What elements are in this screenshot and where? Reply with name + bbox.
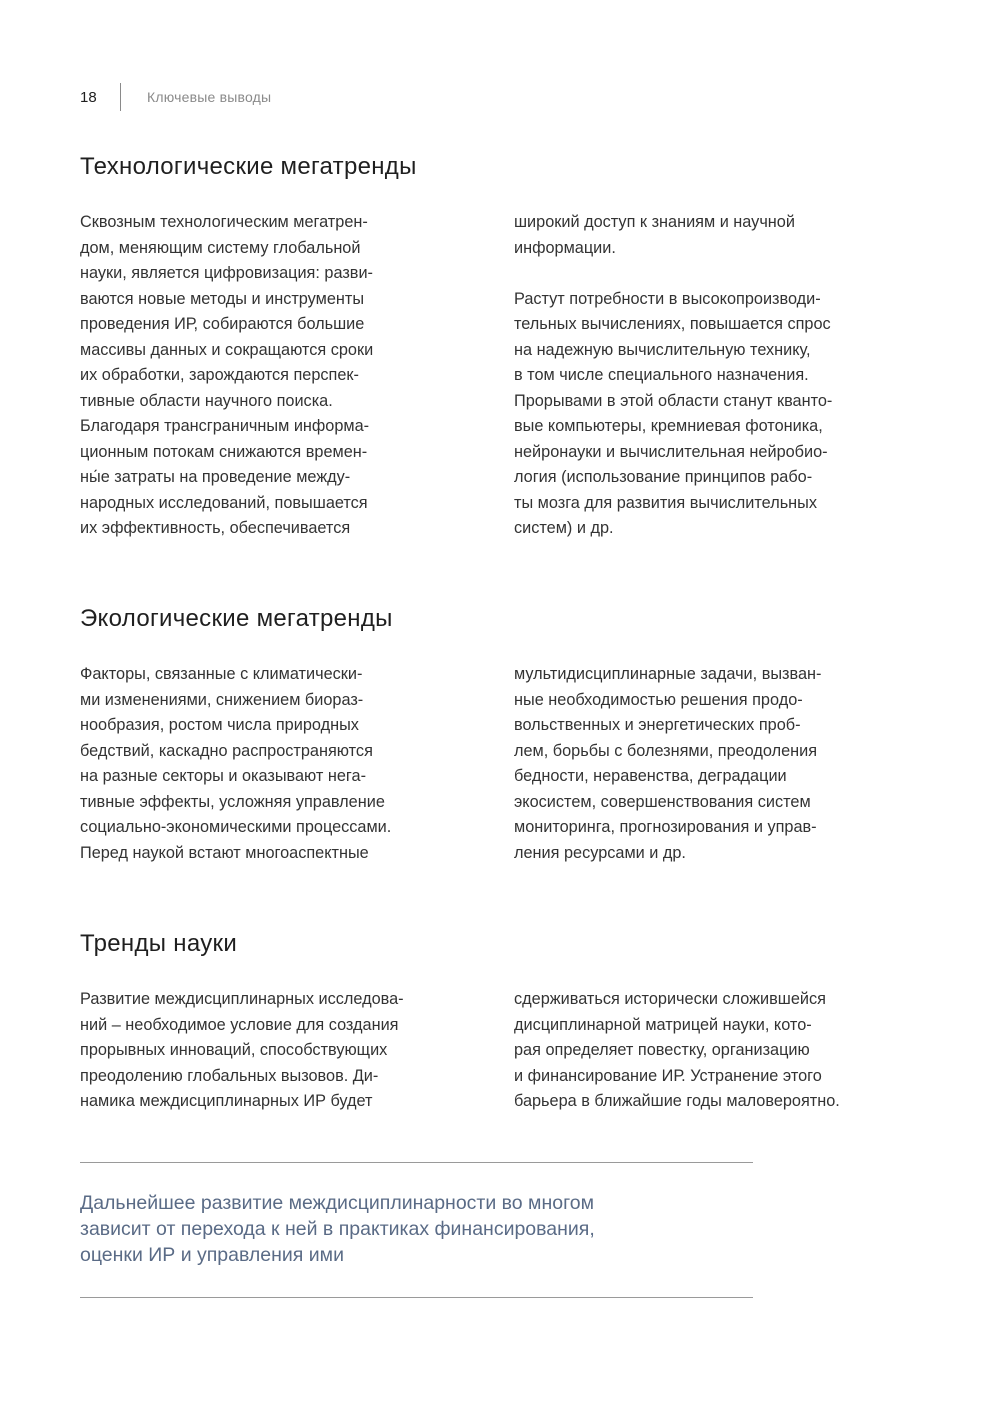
section-science-right-text: сдерживаться исторически сложившейся дисциплинарной матрицей науки, кото- рая определяет повестку, организацию и финансирование ИР. Устранение этого барьера в ближайшие годы маловероятно. [514,990,840,1110]
section-title-science: Тренды науки [80,930,238,957]
pull-quote: Дальнейшее развитие междисциплинарности во многом зависит от перехода к ней в практиках финансирования, оценки ИР и управления ими [80,1192,595,1266]
section-eco-right-text: мультидисциплинарные задачи, вызван- ные необходимостью решения продо- вольственных и энергетических проб- лем, борьбы с болезнями, преодоления бедности, неравенства, деградации экосистем, совершенствования систем мониторинга, прогнозирования и управ- ления ресурсами и др. [514,665,822,862]
section-title-tech: Технологические мегатренды [80,153,417,180]
page-number: 18 [80,88,97,106]
quote-top-rule [80,1162,753,1163]
header-section-title: Ключевые выводы [147,89,272,105]
section-tech-left-text: Сквозным технологическим мегатрен- дом, меняющим систему глобальной науки, является цифровизация: разви- ваются новые методы и инструменты проведения ИР, собираются большие массивы данных и сокращаются сроки их обработки, зарождаются перспек- тивные области научного поиска. Благодаря трансграничным информа- ционным потокам снижаются времен- ны́е затраты на проведение между- народных исследований, повышается их эффективность, обеспечивается [80,213,374,537]
page-header [80,82,271,112]
section-tech-right-text: широкий доступ к знаниям и научной информации. Растут потребности в высокопроизводи- тельных вычислениях, повышается спрос на надежную вычислительную технику, в том числе специального назначения. Прорывами в этой области станут кванто- вые компьютеры, кремниевая фотоника, нейронауки и вычислительная нейробио- логия (использование принципов рабо- ты мозга для развития вычислительных систем) и др. [514,213,833,537]
header-divider [120,83,121,111]
section-eco-left-text: Факторы, связанные с климатически- ми изменениями, снижением биораз- нообразия, ростом числа природных бедствий, каскадно распространяются на разные секторы и оказывают нега- тивные эффекты, усложняя управление социально-экономическими процессами. Перед наукой встают многоаспектные [80,665,392,862]
section-science-left-text: Развитие междисциплинарных исследова- ний – необходимое условие для создания прорывных инноваций, способствующих преодолению глобальных вызовов. Ди- намика междисциплинарных ИР будет [80,990,404,1110]
quote-bottom-rule [80,1297,753,1298]
section-title-eco: Экологические мегатренды [80,605,393,632]
